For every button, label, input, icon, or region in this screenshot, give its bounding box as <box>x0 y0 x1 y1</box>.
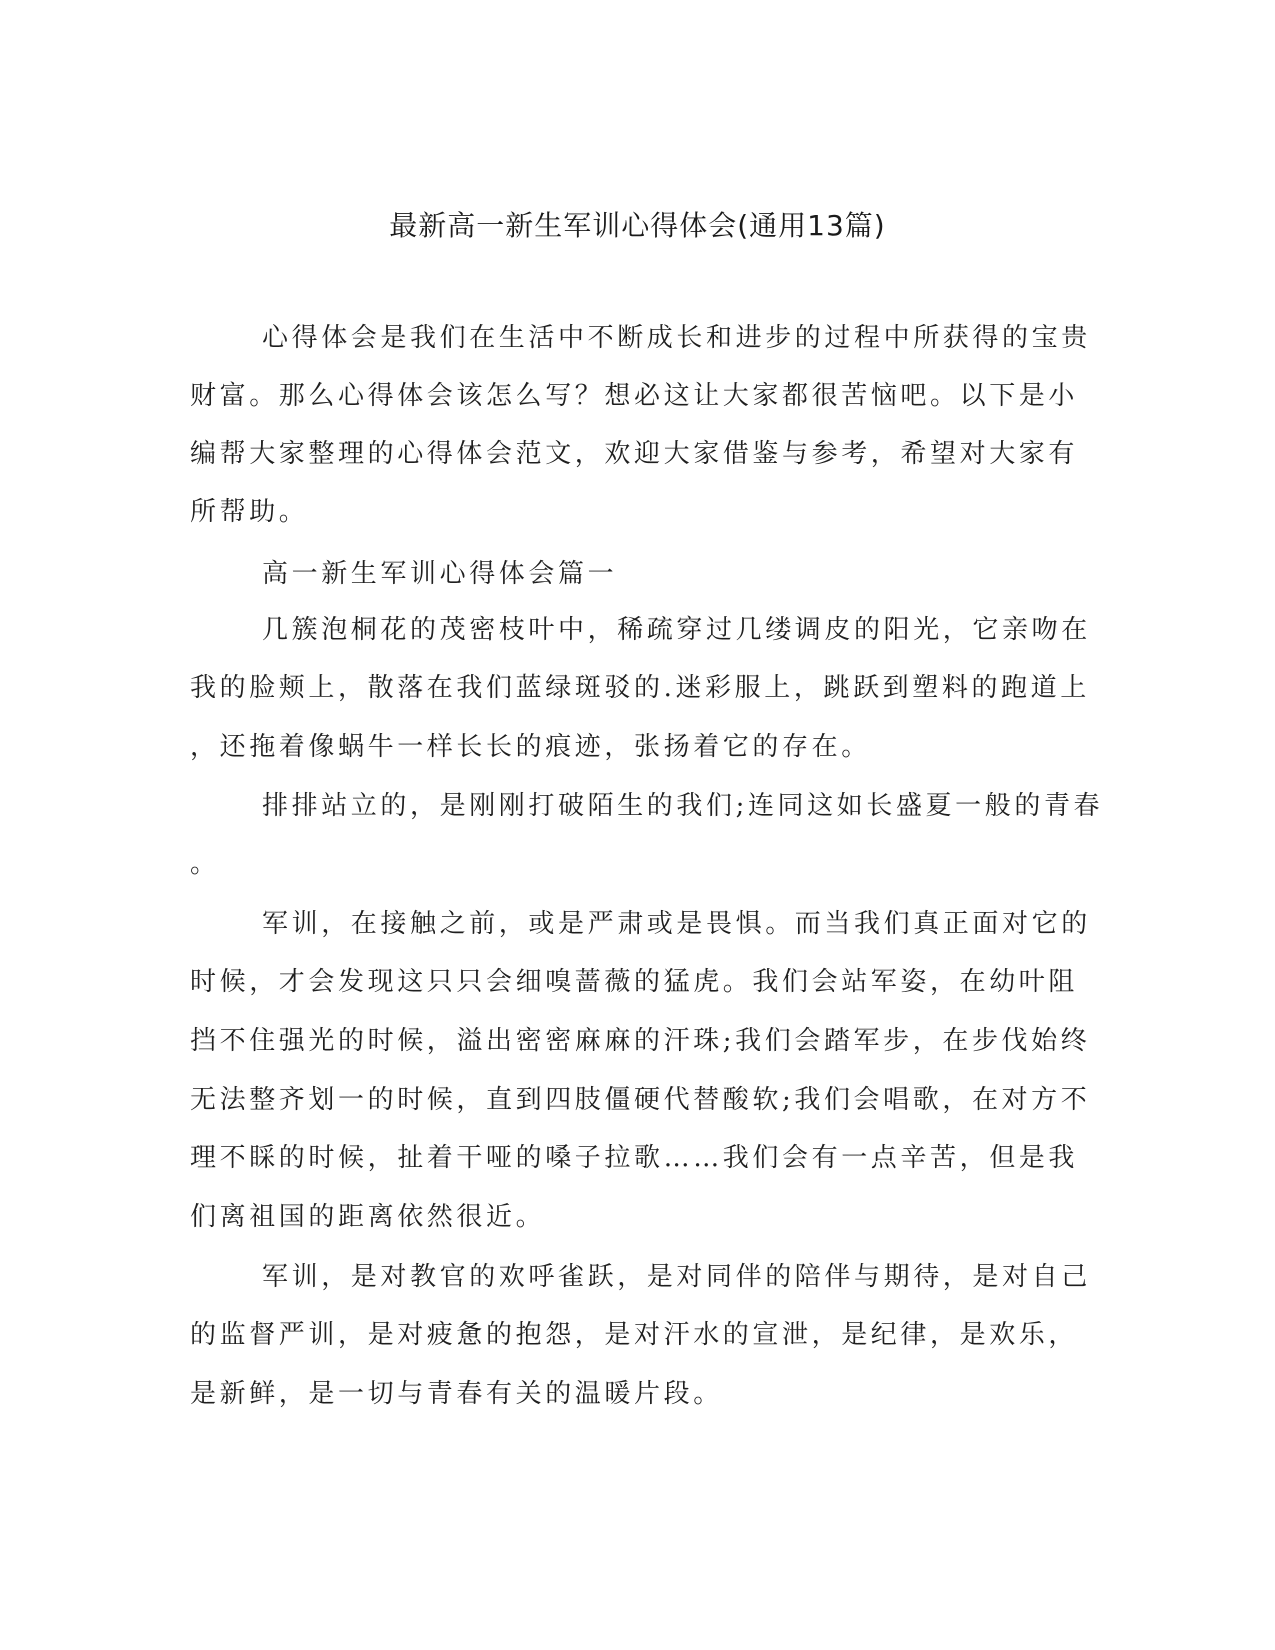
section-heading: 高一新生军训心得体会篇一 <box>262 559 618 589</box>
document-title: 最新高一新生军训心得体会(通用13篇) <box>389 209 886 242</box>
paragraph-line: 所帮助。 <box>190 497 309 527</box>
paragraph-line: 是新鲜，是一切与青春有关的温暖片段。 <box>190 1379 723 1409</box>
paragraph-line: 时候，才会发现这只只会细嗅蔷薇的猛虎。我们会站军姿，在幼叶阻 <box>190 967 1079 997</box>
paragraph-line: 挡不住强光的时候，溢出密密麻麻的汗珠;我们会踏军步，在步伐始终 <box>190 1026 1091 1056</box>
paragraph-line: 排排站立的，是刚刚打破陌生的我们;连同这如长盛夏一般的青春 <box>262 791 1104 821</box>
paragraph-line: 们离祖国的距离依然很近。 <box>190 1202 546 1232</box>
paragraph-line: 理不睬的时候，扯着干哑的嗓子拉歌……我们会有一点辛苦，但是我 <box>190 1143 1079 1173</box>
paragraph-line: 心得体会是我们在生活中不断成长和进步的过程中所获得的宝贵 <box>262 323 1091 353</box>
paragraph-line: 军训，在接触之前，或是严肃或是畏惧。而当我们真正面对它的 <box>262 909 1091 939</box>
paragraph-line: 的监督严训，是对疲惫的抱怨，是对汗水的宣泄，是纪律，是欢乐， <box>190 1320 1079 1350</box>
paragraph-line: ，还拖着像蜗牛一样长长的痕迹，张扬着它的存在。 <box>190 732 871 762</box>
paragraph-line: 几簇泡桐花的茂密枝叶中，稀疏穿过几缕调皮的阳光，它亲吻在 <box>262 615 1091 645</box>
paragraph-line: 我的脸颊上，散落在我们蓝绿斑驳的.迷彩服上，跳跃到塑料的跑道上 <box>190 673 1090 703</box>
paragraph-line: 。 <box>190 849 220 879</box>
paragraph-line: 编帮大家整理的心得体会范文，欢迎大家借鉴与参考，希望对大家有 <box>190 439 1079 469</box>
paragraph-line: 无法整齐划一的时候，直到四肢僵硬代替酸软;我们会唱歌，在对方不 <box>190 1085 1091 1115</box>
paragraph-line: 军训，是对教官的欢呼雀跃，是对同伴的陪伴与期待，是对自己 <box>262 1262 1091 1292</box>
paragraph-line: 财富。那么心得体会该怎么写？想必这让大家都很苦恼吧。以下是小 <box>190 381 1079 411</box>
